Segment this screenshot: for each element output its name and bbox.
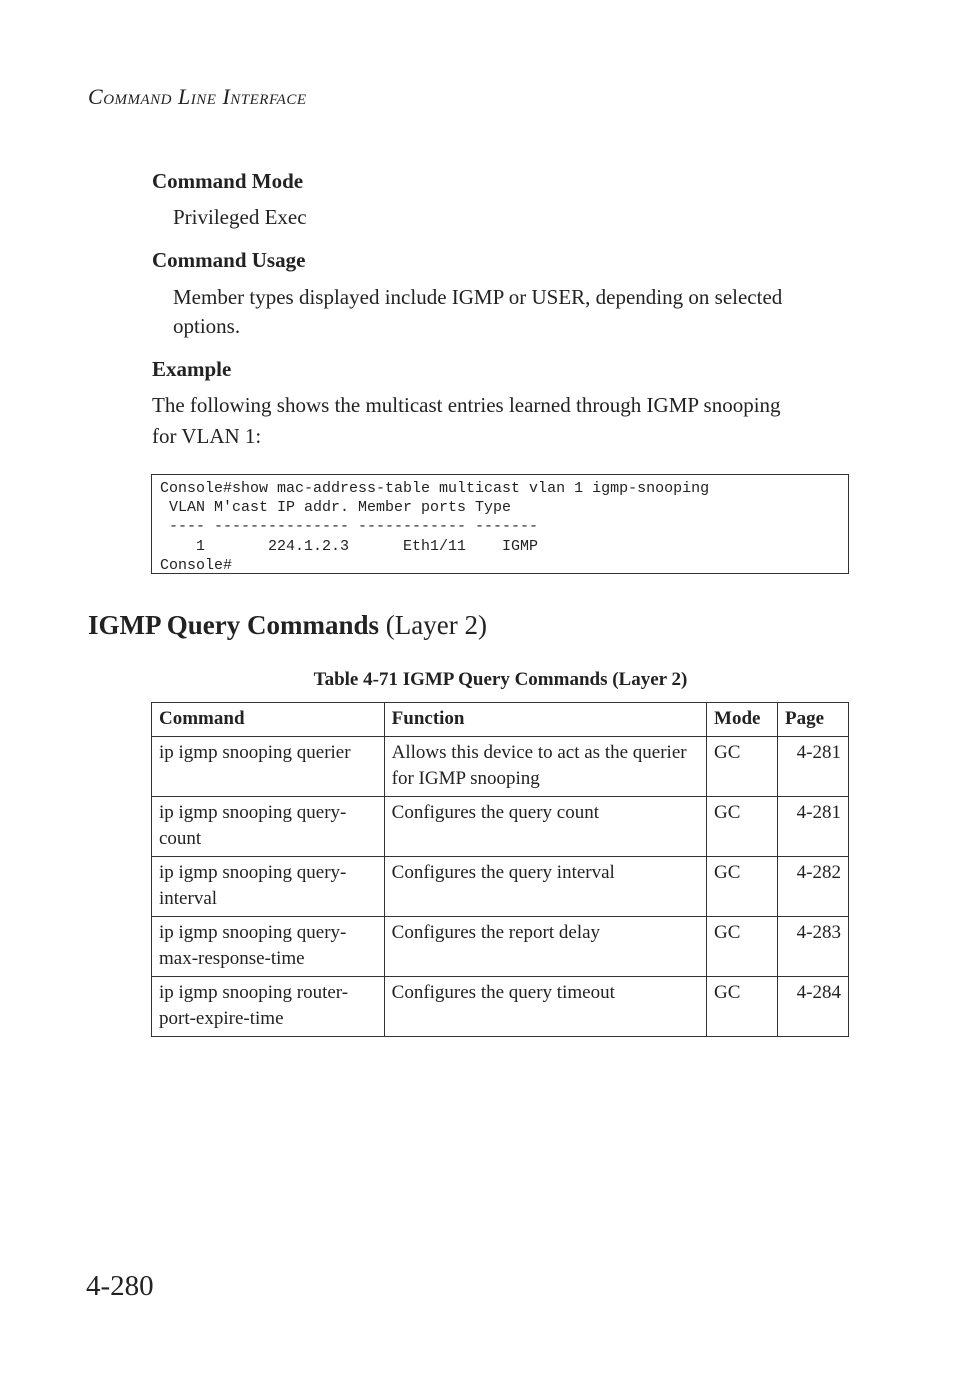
- mode-cell: GC: [707, 736, 778, 796]
- command-cell: ip igmp snooping query-interval: [152, 856, 385, 916]
- command-cell: ip igmp snooping router-port-expire-time: [152, 976, 385, 1036]
- page-cell: 4-284: [778, 976, 849, 1036]
- function-cell: Configures the query interval: [384, 856, 706, 916]
- table-row: [152, 736, 849, 796]
- table-row: [152, 916, 849, 976]
- table-row: [152, 796, 849, 856]
- page-cell: 4-281: [778, 736, 849, 796]
- command-cell: ip igmp snooping query-count: [152, 796, 385, 856]
- function-cell: Configures the report delay: [384, 916, 706, 976]
- column-header: Mode: [707, 703, 778, 737]
- page-cell: 4-282: [778, 856, 849, 916]
- example-heading: Example: [152, 357, 232, 381]
- page-number: 4-280: [86, 1270, 154, 1302]
- mode-cell: GC: [707, 856, 778, 916]
- igmp-query-commands-table: [151, 702, 849, 1037]
- mode-cell: GC: [707, 916, 778, 976]
- table-caption: Table 4-71 IGMP Query Commands (Layer 2): [313, 669, 688, 690]
- function-cell: Configures the query timeout: [384, 976, 706, 1036]
- column-header: Page: [778, 703, 849, 737]
- command-cell: ip igmp snooping querier: [152, 736, 385, 796]
- table-header-row: [152, 703, 849, 737]
- page-cell: 4-281: [778, 796, 849, 856]
- command-mode-heading: Command Mode: [152, 169, 304, 193]
- running-header: COMMAND LINE INTERFACE: [88, 84, 307, 109]
- command-usage-text: Member types displayed include IGMP or USER, depending on selected options.: [173, 285, 783, 338]
- section-title: IGMP Query Commands (Layer 2): [88, 610, 487, 640]
- table-row: [152, 976, 849, 1036]
- table-row: [152, 856, 849, 916]
- mode-cell: GC: [707, 796, 778, 856]
- example-text: The following shows the multicast entries learned through IGMP snooping for VLAN 1:: [152, 393, 781, 448]
- column-header: Function: [384, 703, 706, 737]
- command-cell: ip igmp snooping query-max-response-time: [152, 916, 385, 976]
- command-usage-heading: Command Usage: [152, 248, 306, 272]
- column-header: Command: [152, 703, 385, 737]
- function-cell: Allows this device to act as the querier for IGMP snooping: [384, 736, 706, 796]
- command-mode-text: Privileged Exec: [173, 205, 307, 229]
- function-cell: Configures the query count: [384, 796, 706, 856]
- console-example: Console#show mac-address-table multicast vlan 1 igmp-snooping VLAN M'cast IP addr. Member ports Type ---- --------------- ------------ ------- 1 224.1.2.3 Eth1/11 IGMP Console#: [151, 474, 849, 574]
- mode-cell: GC: [707, 976, 778, 1036]
- page-cell: 4-283: [778, 916, 849, 976]
